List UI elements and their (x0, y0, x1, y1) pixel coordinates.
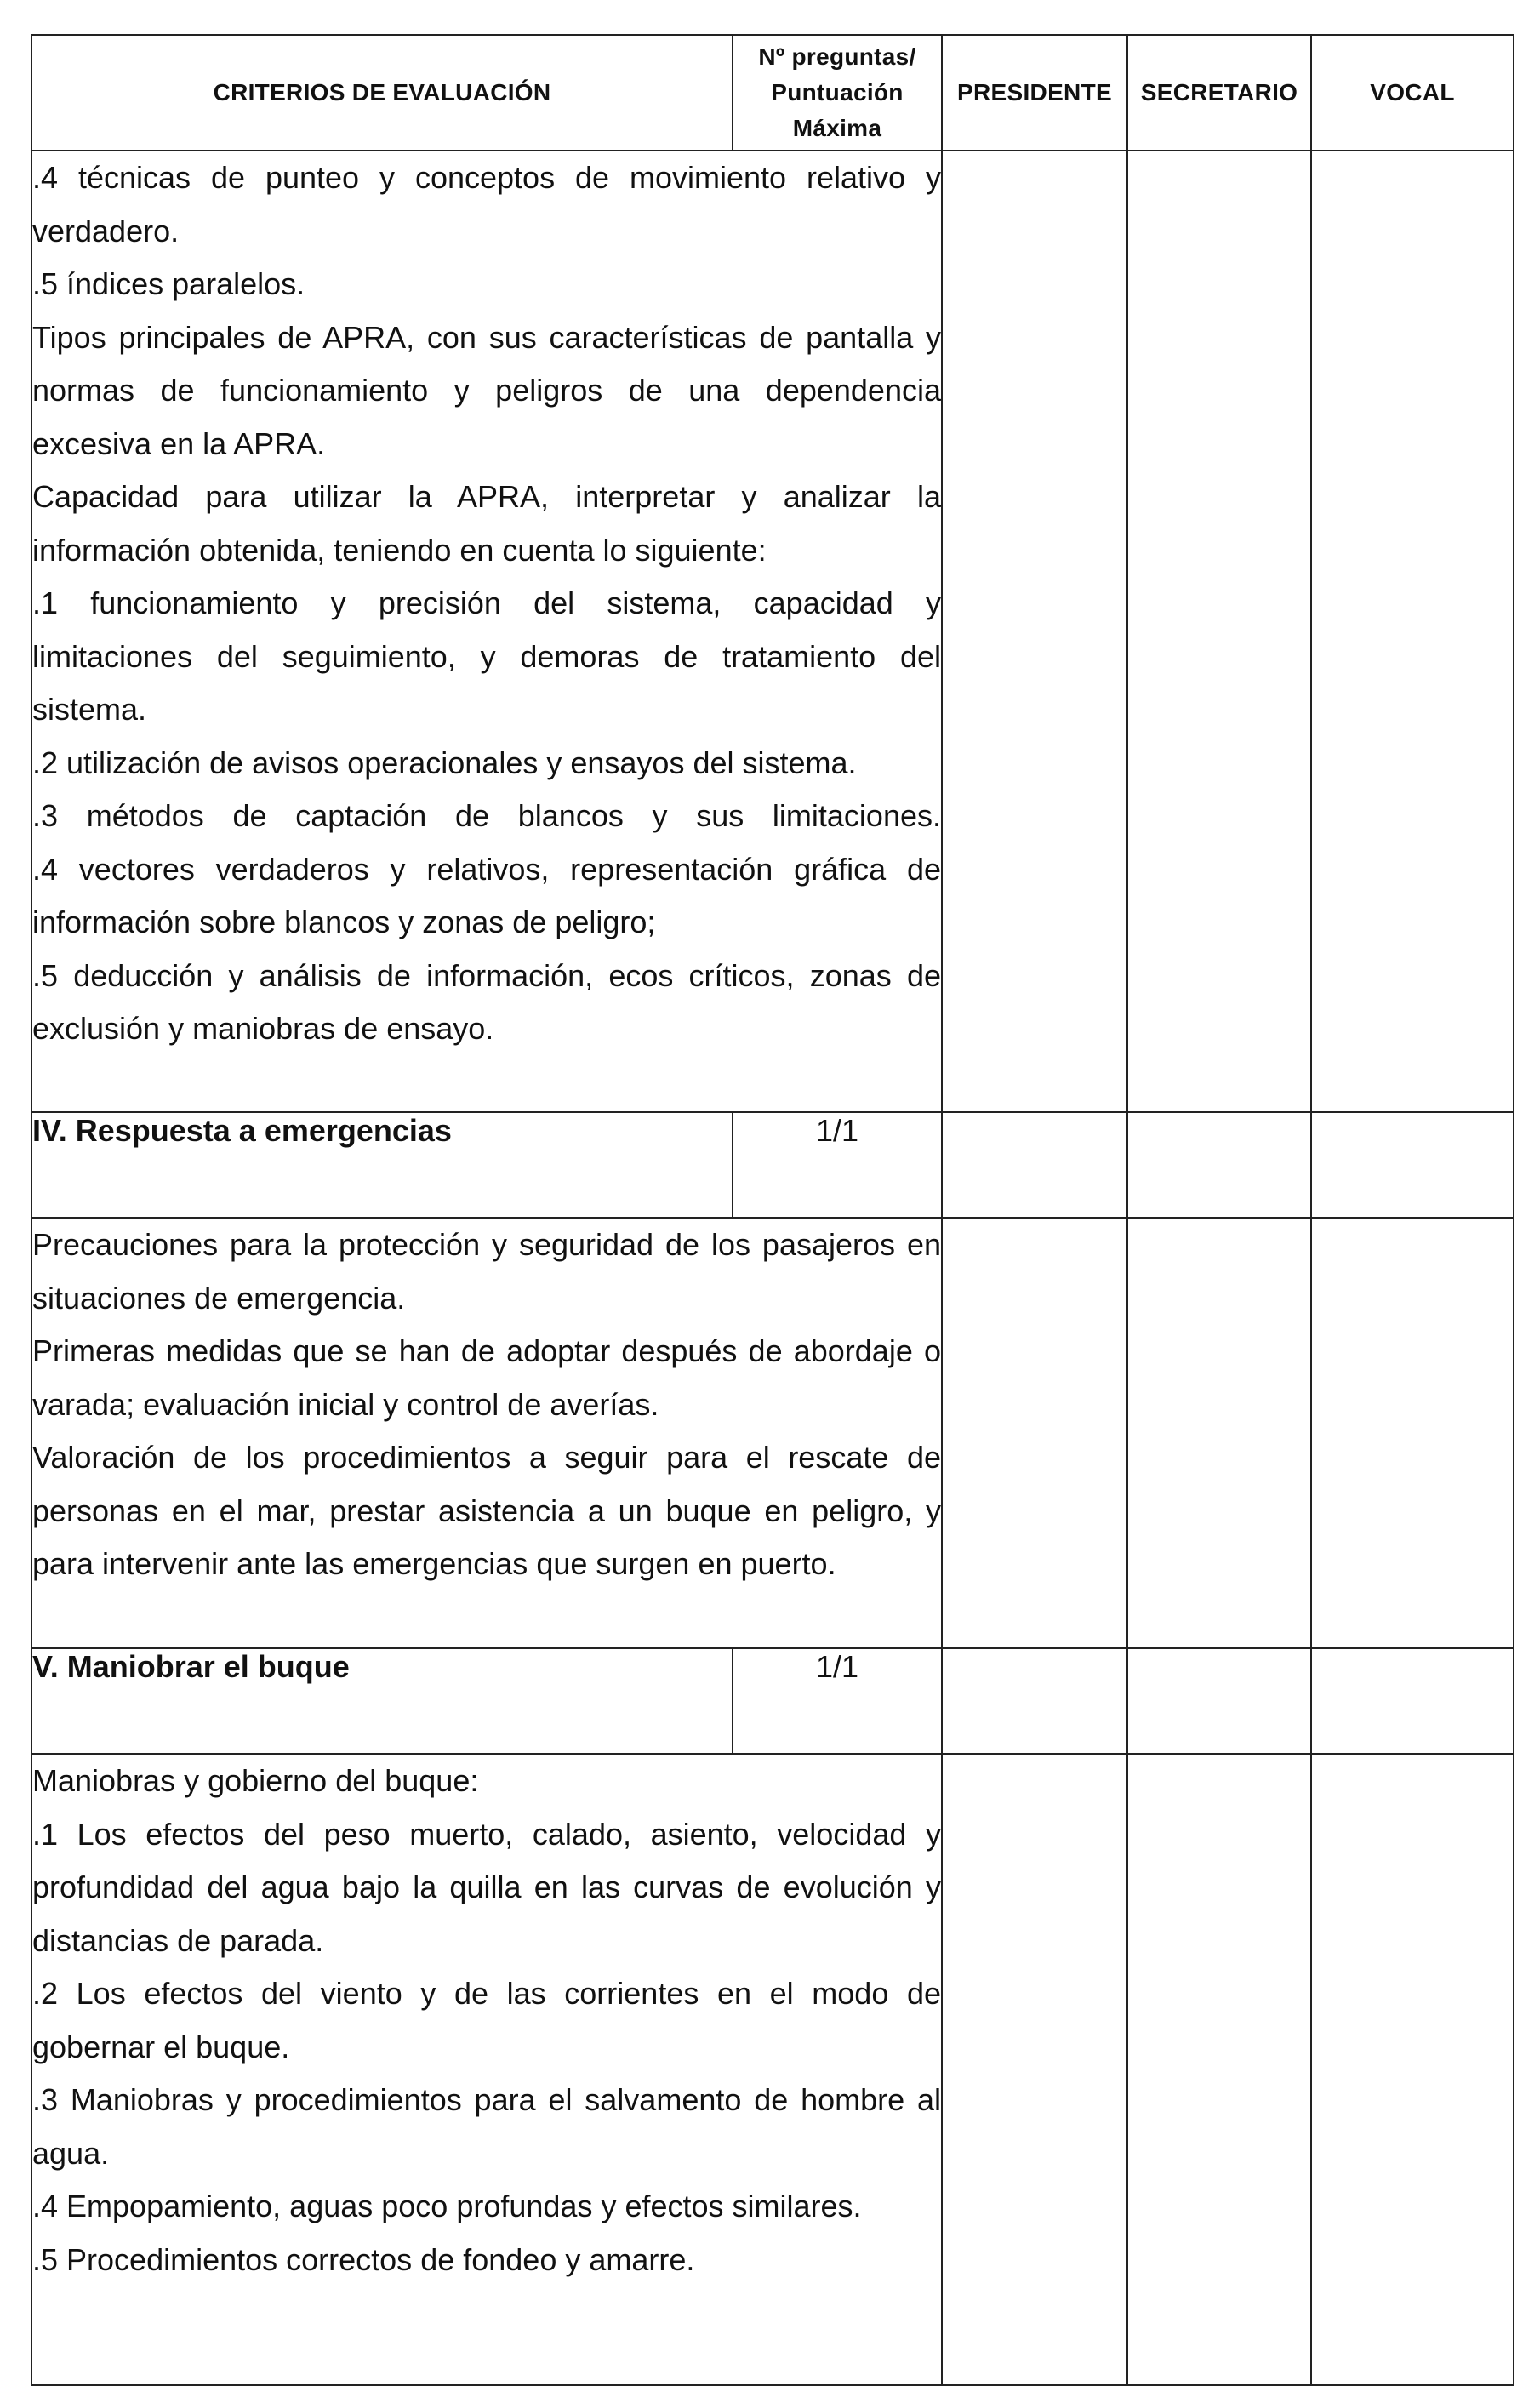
vocal-score-cell[interactable] (1311, 1218, 1514, 1648)
table-header-row (31, 35, 1514, 151)
secretary-score-cell[interactable] (1127, 1112, 1311, 1218)
secretary-score-cell[interactable] (1127, 1218, 1311, 1648)
criteria-item: Precauciones para la protección y seguridad de los pasajeros en situaciones de emergencia. (32, 1227, 941, 1316)
criteria-item: Valoración de los procedimientos a seguir para el rescate de personas en el mar, prestar asistencia a un buque en peligro, y para intervenir ante las emergencias que surgen en puerto. (32, 1440, 941, 1581)
vocal-score-cell[interactable] (1311, 1648, 1514, 1754)
criteria-item: .3 Maniobras y procedimientos para el salvamento de hombre al agua. (32, 2082, 941, 2171)
secretary-score-cell[interactable] (1127, 1648, 1311, 1754)
criteria-item: .3 métodos de captación de blancos y sus limitaciones. (32, 798, 941, 833)
criteria-text-maneuvering (31, 1754, 942, 2385)
vocal-score-cell[interactable] (1311, 151, 1514, 1112)
president-score-cell[interactable] (942, 1218, 1127, 1648)
criteria-item: .4 Empopamiento, aguas poco profundas y efectos similares. (32, 2189, 862, 2223)
section-row-maneuvering (31, 1648, 1514, 1754)
section-max-score: 1/1 (733, 1648, 942, 1754)
section-row-emergencies (31, 1112, 1514, 1218)
section-max-score: 1/1 (733, 1112, 942, 1218)
header-vocal: VOCAL (1311, 35, 1514, 151)
vocal-score-cell[interactable] (1311, 1754, 1514, 2385)
criteria-item: .4 vectores verdaderos y relativos, representación gráfica de información sobre blancos y zonas de peligro; (32, 851, 941, 939)
criteria-row-radar (31, 151, 1514, 1112)
criteria-item: .1 funcionamiento y precisión del sistema, capacidad y limitaciones del seguimiento, y demoras de tratamiento del sistema. (32, 585, 941, 727)
header-president: PRESIDENTE (942, 35, 1127, 151)
evaluation-criteria-table (31, 34, 1514, 2386)
criteria-item: Primeras medidas que se han de adoptar después de abordaje o varada; evaluación inicial y control de averías. (32, 1333, 941, 1422)
vocal-score-cell[interactable] (1311, 1112, 1514, 1218)
criteria-item: .5 Procedimientos correctos de fondeo y amarre. (32, 2241, 695, 2277)
criteria-item: .1 Los efectos del peso muerto, calado, asiento, velocidad y profundidad del agua bajo la quilla en las curvas de evolución y distancias de parada. (32, 1816, 941, 1958)
criteria-item: .2 utilización de avisos operacionales y ensayos del sistema. (32, 745, 857, 780)
secretary-score-cell[interactable] (1127, 1754, 1311, 2385)
criteria-item: Capacidad para utilizar la APRA, interpretar y analizar la información obtenida, teniendo en cuenta lo siguiente: (32, 479, 941, 568)
criteria-item: .5 deducción y análisis de información, ecos críticos, zonas de exclusión y maniobras de ensayo. (32, 957, 941, 1046)
header-score-line: Puntuación (771, 79, 904, 106)
president-score-cell[interactable] (942, 1754, 1127, 2385)
criteria-text-emergencies (31, 1218, 942, 1648)
section-title: IV. Respuesta a emergencias (31, 1112, 733, 1218)
president-score-cell[interactable] (942, 151, 1127, 1112)
criteria-item: .2 Los efectos del viento y de las corrientes en el modo de gobernar el buque. (32, 1976, 941, 2064)
header-questions-line: Nº preguntas/ (758, 43, 916, 70)
header-max-line: Máxima (792, 115, 882, 141)
header-criteria: CRITERIOS DE EVALUACIÓN (31, 35, 733, 151)
criteria-item: .5 índices paralelos. (32, 266, 305, 301)
president-score-cell[interactable] (942, 1112, 1127, 1218)
criteria-row-emergencies (31, 1218, 1514, 1648)
criteria-item: .4 técnicas de punteo y conceptos de movimiento relativo y verdadero. (32, 160, 941, 248)
header-questions-score (733, 35, 942, 151)
header-secretary: SECRETARIO (1127, 35, 1311, 151)
president-score-cell[interactable] (942, 1648, 1127, 1754)
section-title: V. Maniobrar el buque (31, 1648, 733, 1754)
secretary-score-cell[interactable] (1127, 151, 1311, 1112)
criteria-item: Tipos principales de APRA, con sus características de pantalla y normas de funcionamiento y peligros de una dependencia excesiva en la APRA. (32, 319, 941, 461)
criteria-row-maneuvering (31, 1754, 1514, 2385)
criteria-item: Maniobras y gobierno del buque: (32, 1763, 479, 1798)
criteria-text-radar (31, 151, 942, 1112)
